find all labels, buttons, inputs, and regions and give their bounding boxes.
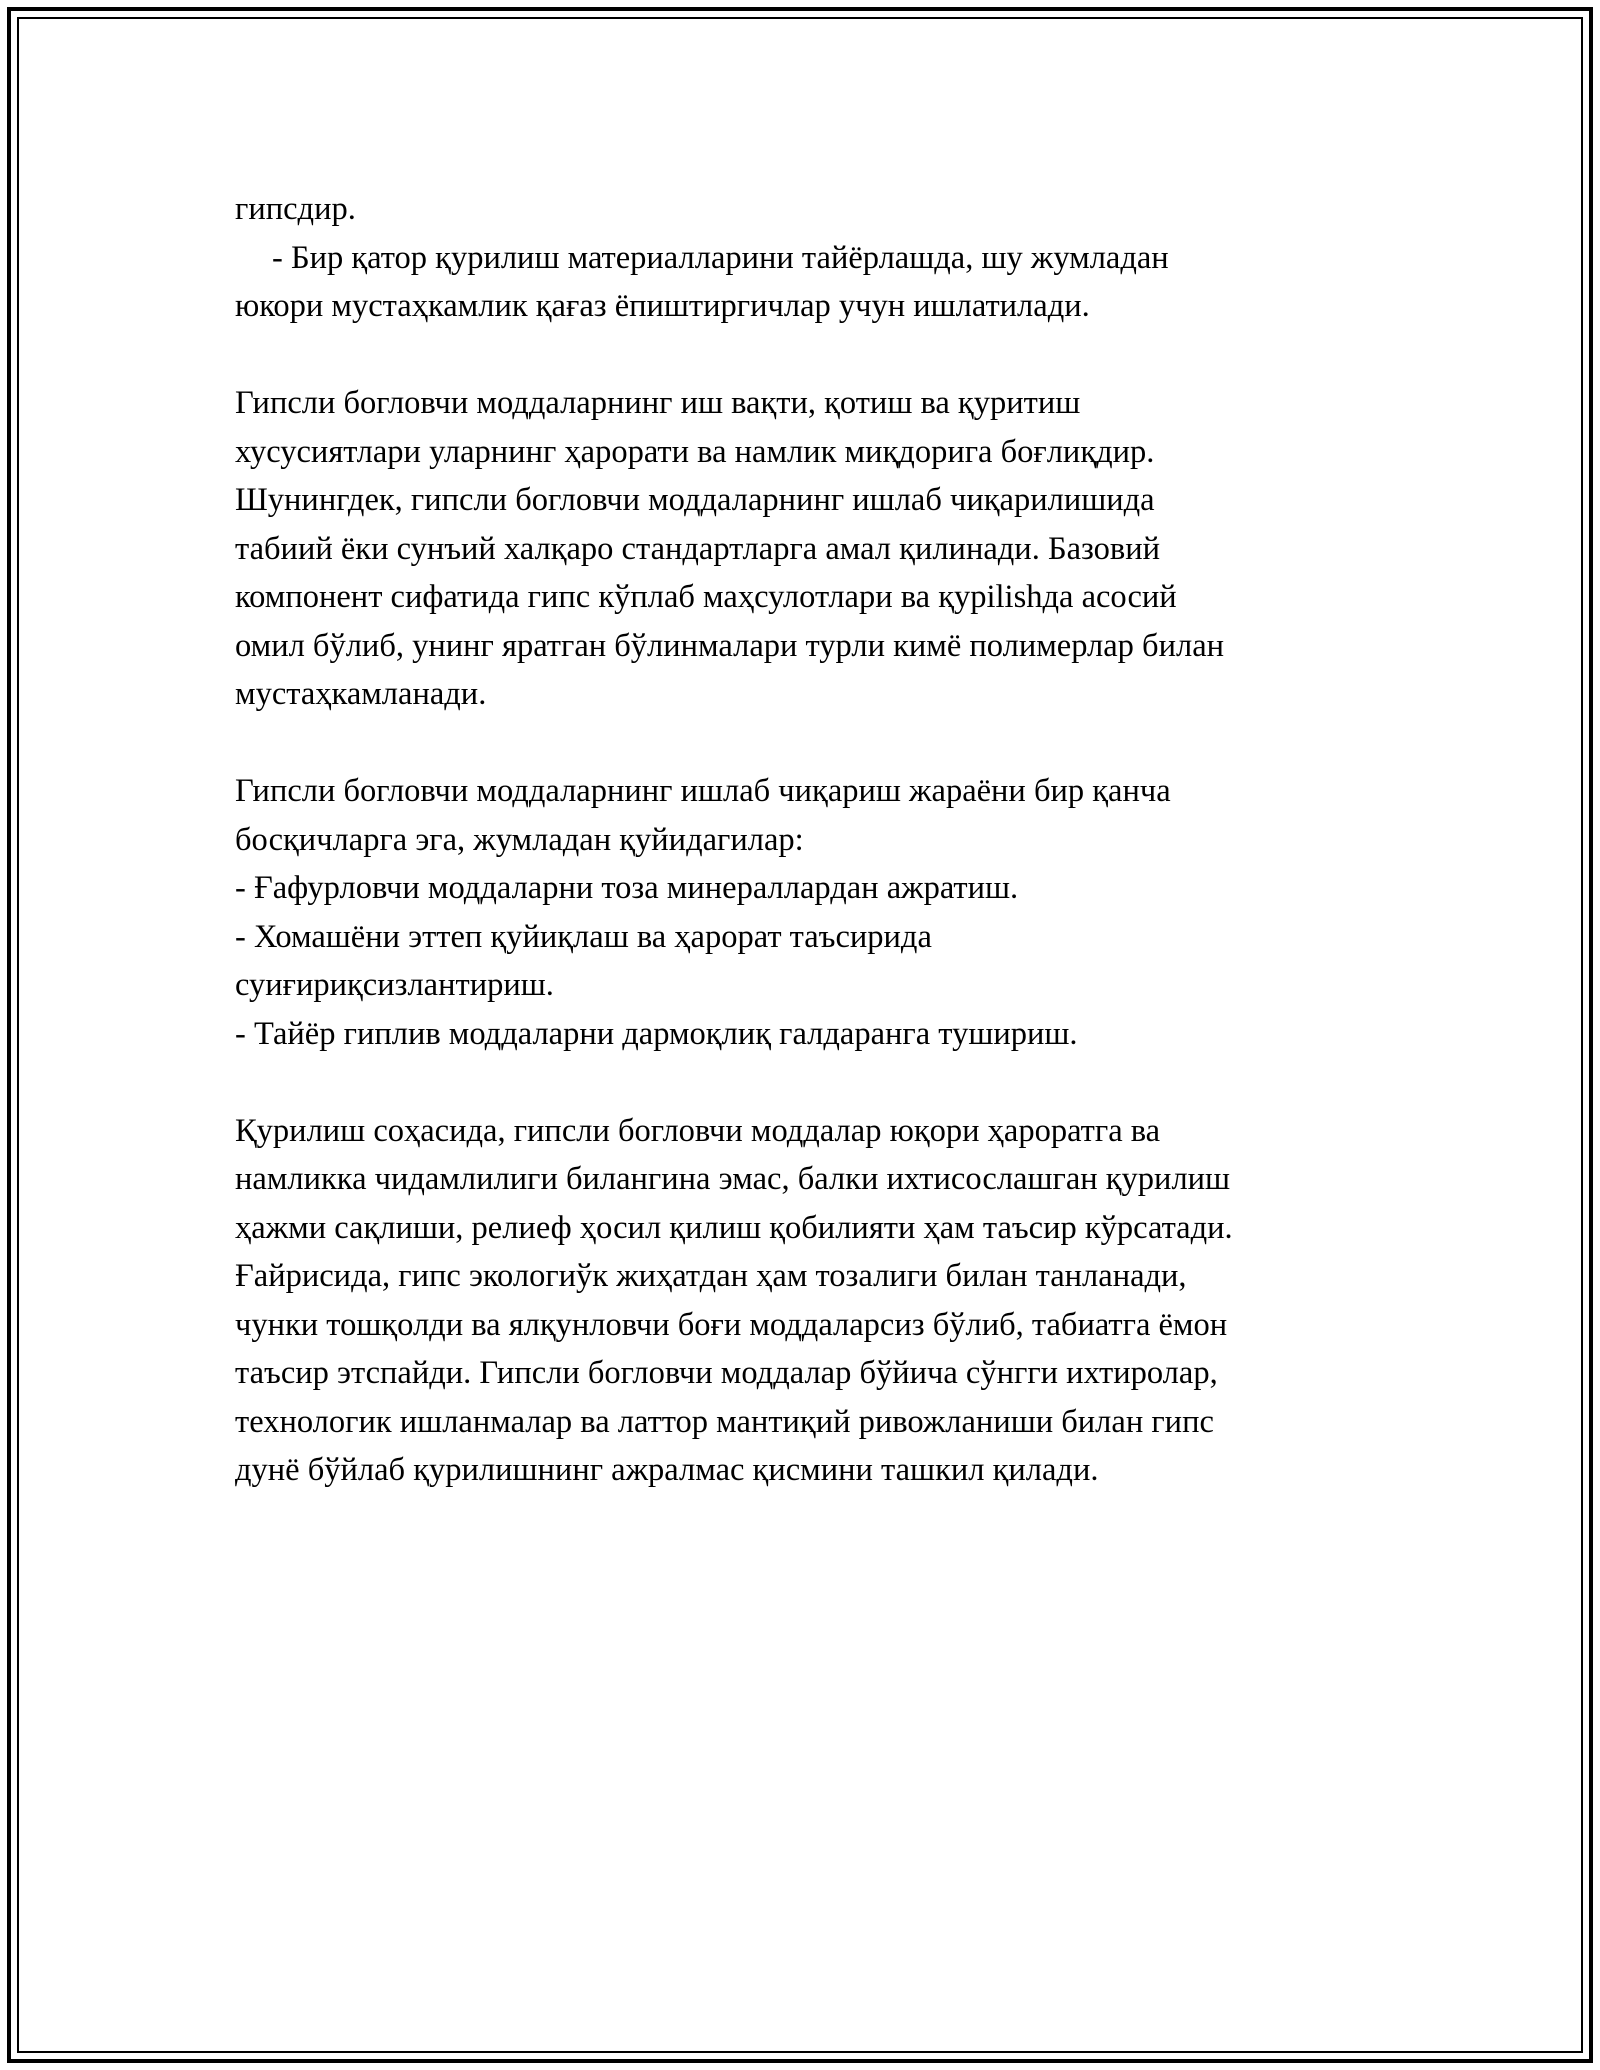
text-line: Гипсли богловчи моддаларнинг ишлаб чиқариш жараёни бир қанча xyxy=(235,773,1171,809)
text-line: омил бўлиб, унинг яратган бўлинмалари турли кимё полимерлар билан xyxy=(235,627,1225,664)
text-line: суиғириқсизлантириш. xyxy=(235,967,554,1003)
text-line: таъсир этспайди. Гипсли богловчи моддалар бўйича сўнгги ихтиролар, xyxy=(235,1355,1218,1391)
paragraph-spacer xyxy=(235,331,1405,380)
text-line: Шунингдек, гипсли богловчи моддаларнинг ишлаб чиқарилишида xyxy=(235,482,1155,518)
paragraph-spacer xyxy=(235,1058,1405,1107)
text-line: технологик ишланмалар ва латтор мантиқий ривожланиши билан гипс xyxy=(235,1403,1214,1440)
paragraph-spacer xyxy=(235,719,1405,768)
text-line: босқичларга эга, жумладан қуйидагилар: xyxy=(235,821,804,858)
text-line: дунё бўйлаб қурилишнинг ажралмас қисмини ташкил қилади. xyxy=(235,1452,1099,1488)
text-line: намликка чидамлилиги билангина эмас, балки ихтисослашган қурилиш xyxy=(235,1161,1231,1197)
text-line: Ғайрисида, гипс экологиўк жиҳатдан ҳам тозалиги билан танланади, xyxy=(235,1258,1187,1294)
list-item: - Ғафурловчи моддаларни тоза минераллардан ажратиш. xyxy=(235,870,1019,906)
text-line: компонент сифатида гипс кўплаб маҳсулотлари ва қурilishда асосий xyxy=(235,579,1177,615)
list-item: - Хомашёни эттеп қуйиқлаш ва ҳарорат таъсирида xyxy=(235,918,932,955)
paragraph-properties xyxy=(235,379,1405,719)
text-line: Гипсли богловчи моддаларнинг иш вақти, қотиш ва қуритиш xyxy=(235,385,1081,421)
paragraph-production-steps xyxy=(235,767,1405,1058)
paragraph-construction-use xyxy=(235,1107,1405,1495)
text-line: хусусиятлари уларнинг ҳарорати ва намлик миқдорига боғлиқдир. xyxy=(235,433,1155,470)
text-line: ҳажми сақлиши, релиеф ҳосил қилиш қобилияти ҳам таъсир кўрсатади. xyxy=(235,1209,1233,1246)
text-line: Қурилиш соҳасида, гипсли богловчи моддалар юқори ҳароратга ва xyxy=(235,1112,1161,1149)
document-body xyxy=(235,185,1405,1495)
paragraph-list-continuation xyxy=(235,185,1405,331)
text-line: чунки тошқолди ва ялқунловчи боғи моддаларсиз бўлиб, табиатга ёмон xyxy=(235,1306,1228,1343)
text-line: юкори мустаҳкамлик қағаз ёпиштиргичлар учун ишлатилади. xyxy=(235,288,1090,324)
text-line: мустаҳкамланади. xyxy=(235,676,487,712)
list-item: - Бир қатор қурилиш материалларини тайёрлашда, шу жумладан xyxy=(272,239,1169,276)
text-line: табиий ёки сунъий халқаро стандартларга амал қилинади. Базовий xyxy=(235,530,1161,567)
list-item: - Тайёр гиплив моддаларни дармоқлиқ галдаранга тушириш. xyxy=(235,1015,1078,1052)
text-line: гипсдир. xyxy=(235,191,356,227)
